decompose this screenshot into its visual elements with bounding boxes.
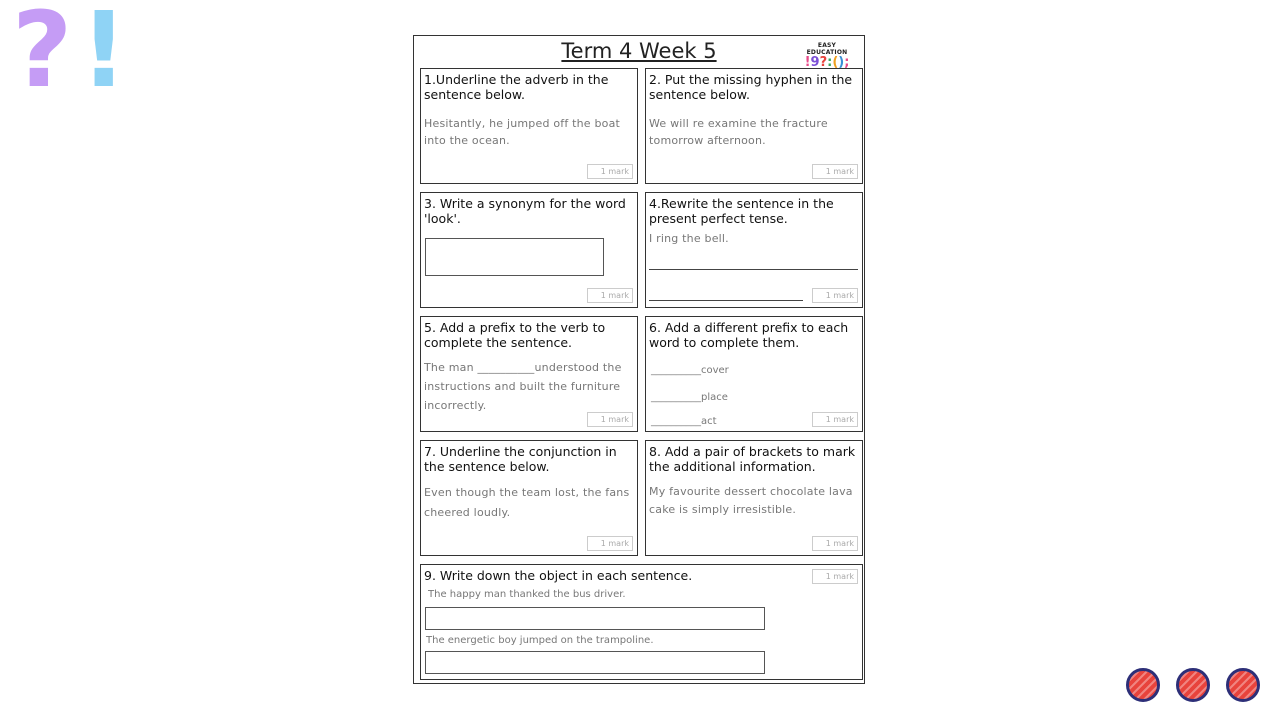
question-7-prompt: 7. Underline the conjunction in the sentence below. xyxy=(424,444,617,474)
question-3-mark: 1 mark xyxy=(587,288,633,303)
question-7-box xyxy=(420,440,638,556)
question-2-sentence: We will re examine the fracture tomorrow afternoon. xyxy=(649,117,828,147)
question-2-mark: 1 mark xyxy=(812,164,858,179)
question-1-prompt: 1.Underline the adverb in the sentence below. xyxy=(424,72,609,102)
exclamation-mark-decoration: ! xyxy=(80,0,128,111)
question-mark-decoration: ? xyxy=(12,0,73,111)
question-9-mark: 1 mark xyxy=(812,569,858,584)
question-9-prompt: 9. Write down the object in each sentence. xyxy=(424,568,693,583)
question-9-answer-box-1[interactable] xyxy=(425,607,765,630)
question-8-box xyxy=(645,440,863,556)
worksheet xyxy=(413,35,865,684)
question-9-answer-box-2[interactable] xyxy=(425,651,765,674)
question-8-mark: 1 mark xyxy=(812,536,858,551)
question-5-sentence: The man __________understood the instructions and built the furniture incorrectly. xyxy=(424,361,622,412)
scribble-dot-2-icon[interactable] xyxy=(1176,668,1210,702)
question-2-box xyxy=(645,68,863,184)
question-7-sentence: Even though the team lost, the fans cheered loudly. xyxy=(424,486,630,519)
question-1-sentence: Hesitantly, he jumped off the boat into the ocean. xyxy=(424,117,621,147)
question-1-mark: 1 mark xyxy=(587,164,633,179)
scribble-dot-1-icon[interactable] xyxy=(1126,668,1160,702)
question-9-sentence-2: The energetic boy jumped on the trampoline. xyxy=(426,635,654,646)
question-5-mark: 1 mark xyxy=(587,412,633,427)
scribble-dot-3-icon[interactable] xyxy=(1226,668,1260,702)
question-6-word-3: __________act xyxy=(651,416,717,427)
logo-marks-icon: !9?:(); xyxy=(804,55,850,70)
question-3-answer-box[interactable] xyxy=(425,238,604,276)
question-9-sentence-1: The happy man thanked the bus driver. xyxy=(428,589,626,600)
easy-education-logo xyxy=(798,42,856,70)
question-7-mark: 1 mark xyxy=(587,536,633,551)
question-4-prompt: 4.Rewrite the sentence in the present perfect tense. xyxy=(649,196,834,226)
question-3-box xyxy=(420,192,638,308)
question-9-box xyxy=(420,564,863,680)
question-6-mark: 1 mark xyxy=(812,412,858,427)
navigation-dots xyxy=(1126,668,1260,702)
logo-text: EASY EDUCATION xyxy=(806,42,848,56)
question-5-prompt: 5. Add a prefix to the verb to complete the sentence. xyxy=(424,320,606,350)
question-2-prompt: 2. Put the missing hyphen in the sentence below. xyxy=(649,72,853,102)
question-1-box xyxy=(420,68,638,184)
question-4-answer-line-2[interactable] xyxy=(649,300,803,301)
question-6-word-1: __________cover xyxy=(651,365,729,376)
question-4-mark: 1 mark xyxy=(812,288,858,303)
question-4-sentence: I ring the bell. xyxy=(649,232,729,245)
question-5-box xyxy=(420,316,638,432)
question-8-prompt: 8. Add a pair of brackets to mark the additional information. xyxy=(649,444,856,474)
worksheet-title: Term 4 Week 5 xyxy=(561,39,717,63)
question-6-box xyxy=(645,316,863,432)
question-6-word-2: __________place xyxy=(651,392,728,403)
question-3-prompt: 3. Write a synonym for the word 'look'. xyxy=(424,196,626,226)
question-6-prompt: 6. Add a different prefix to each word to complete them. xyxy=(649,320,849,350)
question-4-answer-line-1[interactable] xyxy=(649,269,858,270)
question-4-box xyxy=(645,192,863,308)
question-8-sentence: My favourite dessert chocolate lava cake is simply irresistible. xyxy=(649,485,853,516)
